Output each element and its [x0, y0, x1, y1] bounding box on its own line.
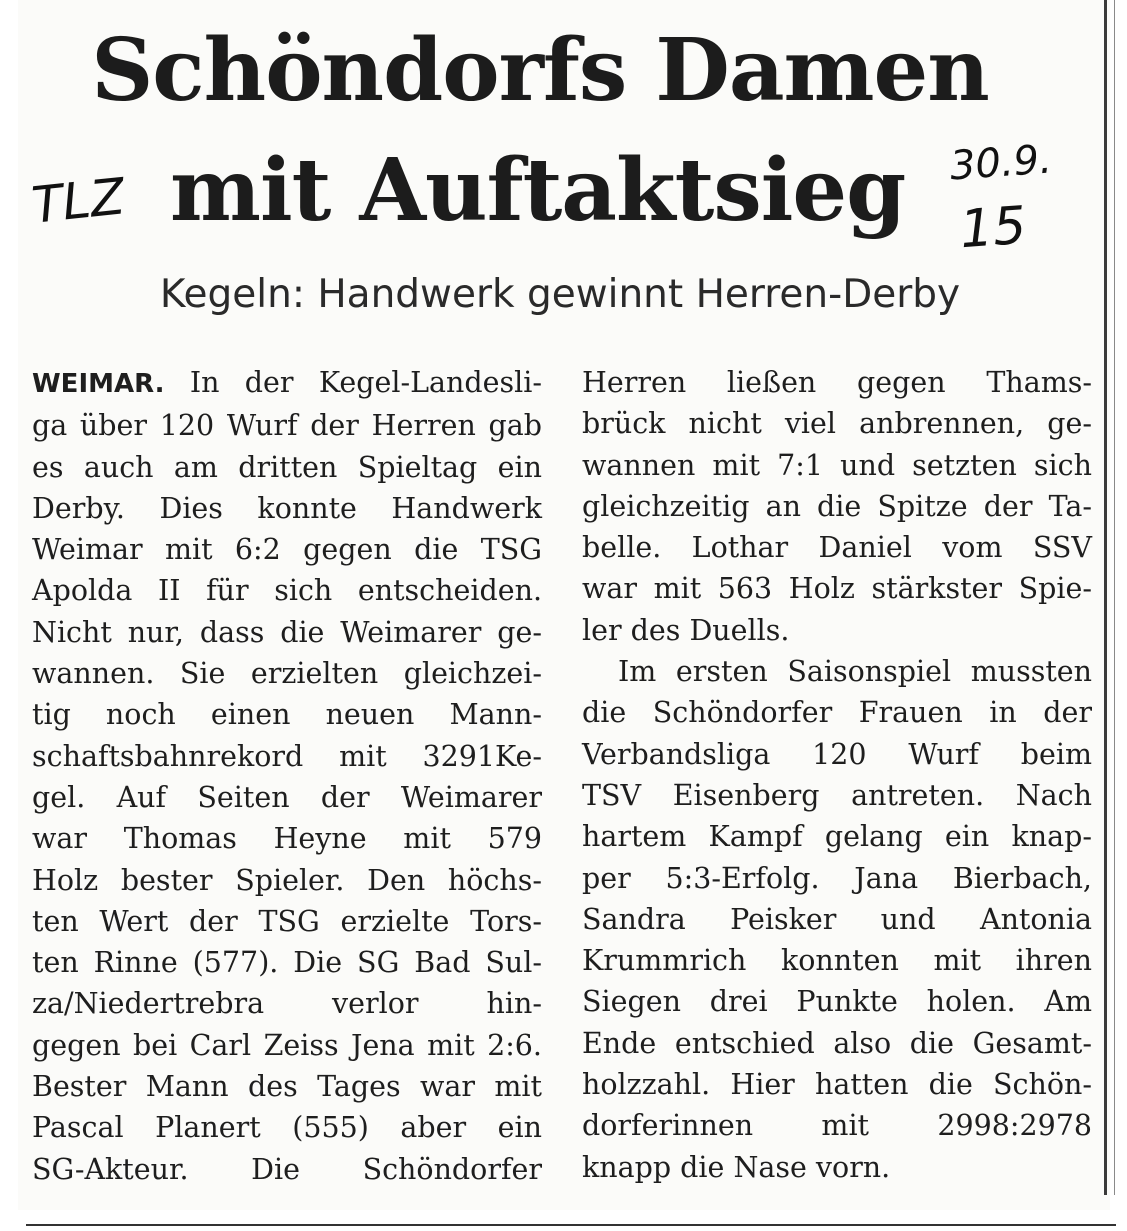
article-line: war mit 563 Holz stärkster Spie-	[582, 572, 1092, 606]
article-line: gegen bei Carl Zeiss Jena mit 2:6.	[32, 1028, 542, 1062]
article-line: tig noch einen neuen Mann-	[32, 698, 542, 732]
article-line: Derby. Dies konnte Handwerk	[32, 491, 542, 525]
article-line: Weimar mit 6:2 gegen die TSG	[32, 533, 542, 567]
article-line: war Thomas Heyne mit 579	[32, 822, 542, 856]
article-line: wannen. Sie erzielten gleichzei-	[32, 657, 542, 691]
article-line: za/Niedertrebra verlor hin-	[32, 987, 542, 1021]
article-line: WEIMAR. In der Kegel-Landesli-	[32, 366, 542, 399]
article-line: Sandra Peisker und Antonia	[582, 902, 1092, 936]
article-line: ga über 120 Wurf der Herren gab	[32, 409, 542, 443]
handwritten-date-year: 15	[957, 195, 1029, 261]
headline-line-1: Schöndorfs Damen	[91, 20, 989, 121]
article-line: per 5:3-Erfolg. Jana Bierbach,	[582, 861, 1092, 895]
article-line: hartem Kampf gelang ein knap-	[582, 820, 1092, 854]
handwritten-source-note: TLZ	[29, 167, 128, 235]
article-line: Siegen drei Punkte holen. Am	[582, 985, 1092, 1019]
article-line: Holz bester Spieler. Den höchs-	[32, 863, 542, 897]
headline-line-2: mit Auftaktsieg	[170, 140, 906, 241]
article-line: ten Wert der TSG erzielte Tors-	[32, 904, 542, 938]
article-line: belle. Lothar Daniel vom SSV	[582, 531, 1092, 565]
dateline: WEIMAR.	[32, 369, 165, 399]
article-line: ler des Duells.	[582, 613, 790, 647]
article-line: Nicht nur, dass die Weimarer ge-	[32, 615, 542, 649]
article-line: es auch am dritten Spieltag ein	[32, 450, 542, 484]
clipping-edge-right-thin	[1114, 0, 1115, 1195]
article-line: Krummrich konnten mit ihren	[582, 944, 1092, 978]
article-line: Verbandsliga 120 Wurf beim	[582, 737, 1092, 771]
article-line: schaftsbahnrekord mit 3291Ke-	[32, 739, 542, 773]
article-line: die Schöndorfer Frauen in der	[582, 696, 1092, 730]
article-line: Ende entschied also die Gesamt-	[582, 1026, 1092, 1060]
article-line: gleichzeitig an die Spitze der Ta-	[582, 489, 1092, 523]
article-line: Im ersten Saisonspiel mussten	[618, 655, 1092, 689]
article-line: TSV Eisenberg antreten. Nach	[582, 778, 1092, 812]
article-line: holzzahl. Hier hatten die Schön-	[582, 1068, 1092, 1102]
article-line: Herren ließen gegen Thams-	[582, 366, 1092, 399]
article-column-left	[32, 362, 542, 1190]
handwritten-date-day: 30.9.	[948, 136, 1054, 190]
article-line: SG-Akteur. Die Schöndorfer	[32, 1152, 542, 1186]
article-line: knapp die Nase vorn.	[582, 1150, 891, 1184]
clipping-edge-bottom	[26, 1224, 1116, 1226]
article-line: wannen mit 7:1 und setzten sich	[582, 448, 1092, 482]
clipping-edge-right	[1104, 0, 1107, 1195]
article-line: gel. Auf Seiten der Weimarer	[32, 780, 542, 814]
article-line: brück nicht viel anbrennen, ge-	[582, 407, 1092, 441]
article-line: Bester Mann des Tages war mit	[32, 1070, 542, 1104]
article-line: Apolda II für sich entscheiden.	[32, 574, 542, 608]
article-line: Pascal Planert (555) aber ein	[32, 1111, 542, 1145]
article-column-right	[582, 362, 1092, 1188]
article-line: dorferinnen mit 2998:2978	[582, 1109, 1092, 1143]
article-line: ten Rinne (577). Die SG Bad Sul-	[32, 946, 542, 980]
subheadline: Kegeln: Handwerk gewinnt Herren-Derby	[159, 272, 961, 317]
